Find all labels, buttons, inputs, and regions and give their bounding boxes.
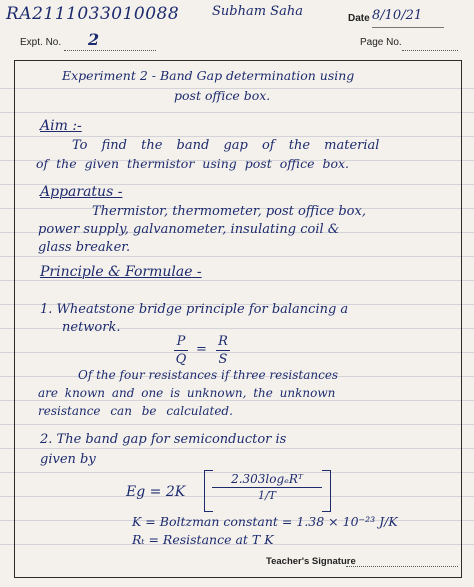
date-line bbox=[372, 27, 444, 28]
expt-no-line bbox=[64, 50, 156, 51]
resistance-definition: Rₜ = Resistance at T K bbox=[132, 532, 274, 547]
principle-para-line3: resistance can be calculated. bbox=[38, 404, 233, 418]
experiment-title-line1: Experiment 2 - Band Gap determination using bbox=[62, 68, 355, 83]
principle-heading: Principle & Formulae - bbox=[40, 264, 202, 280]
formula-right-bracket bbox=[322, 470, 331, 512]
fraction-bar bbox=[216, 350, 230, 351]
page-no-line bbox=[402, 50, 458, 51]
fraction-equals: = bbox=[196, 342, 207, 357]
apparatus-line2: power supply, galvanometer, insulating coil & bbox=[38, 222, 340, 237]
experiment-title-line2: post office box. bbox=[174, 88, 271, 103]
principle-point1-line2: network. bbox=[62, 320, 121, 335]
teacher-signature-label: Teacher's Signature bbox=[266, 556, 356, 567]
teacher-signature-line bbox=[346, 566, 458, 567]
fraction-r: R bbox=[218, 334, 228, 349]
expt-no-label: Expt. No. bbox=[20, 37, 62, 48]
aim-line1: To find the band gap of the material bbox=[72, 138, 380, 153]
registration-number: RA2111033010088 bbox=[6, 4, 180, 24]
formula-fraction bbox=[212, 472, 322, 502]
fraction-r-over-s bbox=[216, 334, 230, 367]
fraction-p: P bbox=[176, 334, 186, 349]
page-no-label: Page No. bbox=[360, 37, 402, 48]
apparatus-heading: Apparatus - bbox=[40, 184, 123, 200]
date-label: Date bbox=[348, 13, 370, 24]
principle-para-line1: Of the four resistances if three resistances bbox=[78, 368, 339, 382]
fraction-q: Q bbox=[175, 352, 187, 367]
formula-bar bbox=[212, 487, 322, 488]
formula-lhs: Eg = 2K bbox=[126, 484, 186, 500]
apparatus-line3: glass breaker. bbox=[38, 240, 131, 255]
formula-denominator: 1/T bbox=[257, 489, 277, 502]
fraction-p-over-q bbox=[174, 334, 188, 367]
boltzmann-definition: K = Boltzman constant = 1.38 × 10⁻²³ J/K bbox=[132, 514, 398, 529]
fraction-s: S bbox=[218, 352, 228, 367]
aim-heading: Aim :- bbox=[40, 118, 82, 134]
principle-para-line2: are known and one is unknown, the unknown bbox=[38, 386, 336, 400]
fraction-bar bbox=[174, 350, 188, 351]
principle-point2-line2: given by bbox=[40, 452, 96, 467]
principle-point2-line1: 2. The band gap for semiconductor is bbox=[40, 432, 287, 447]
principle-point1-line1: 1. Wheatstone bridge principle for balancing a bbox=[40, 302, 349, 317]
formula-numerator: 2.303logₑRᵀ bbox=[231, 472, 303, 486]
date-value: 8/10/21 bbox=[372, 8, 423, 23]
apparatus-line1: Thermistor, thermometer, post office box, bbox=[92, 204, 366, 219]
aim-line2: of the given thermistor using post office box. bbox=[36, 156, 349, 171]
student-name: Subham Saha bbox=[212, 4, 303, 19]
expt-no-value: 2 bbox=[88, 30, 100, 49]
